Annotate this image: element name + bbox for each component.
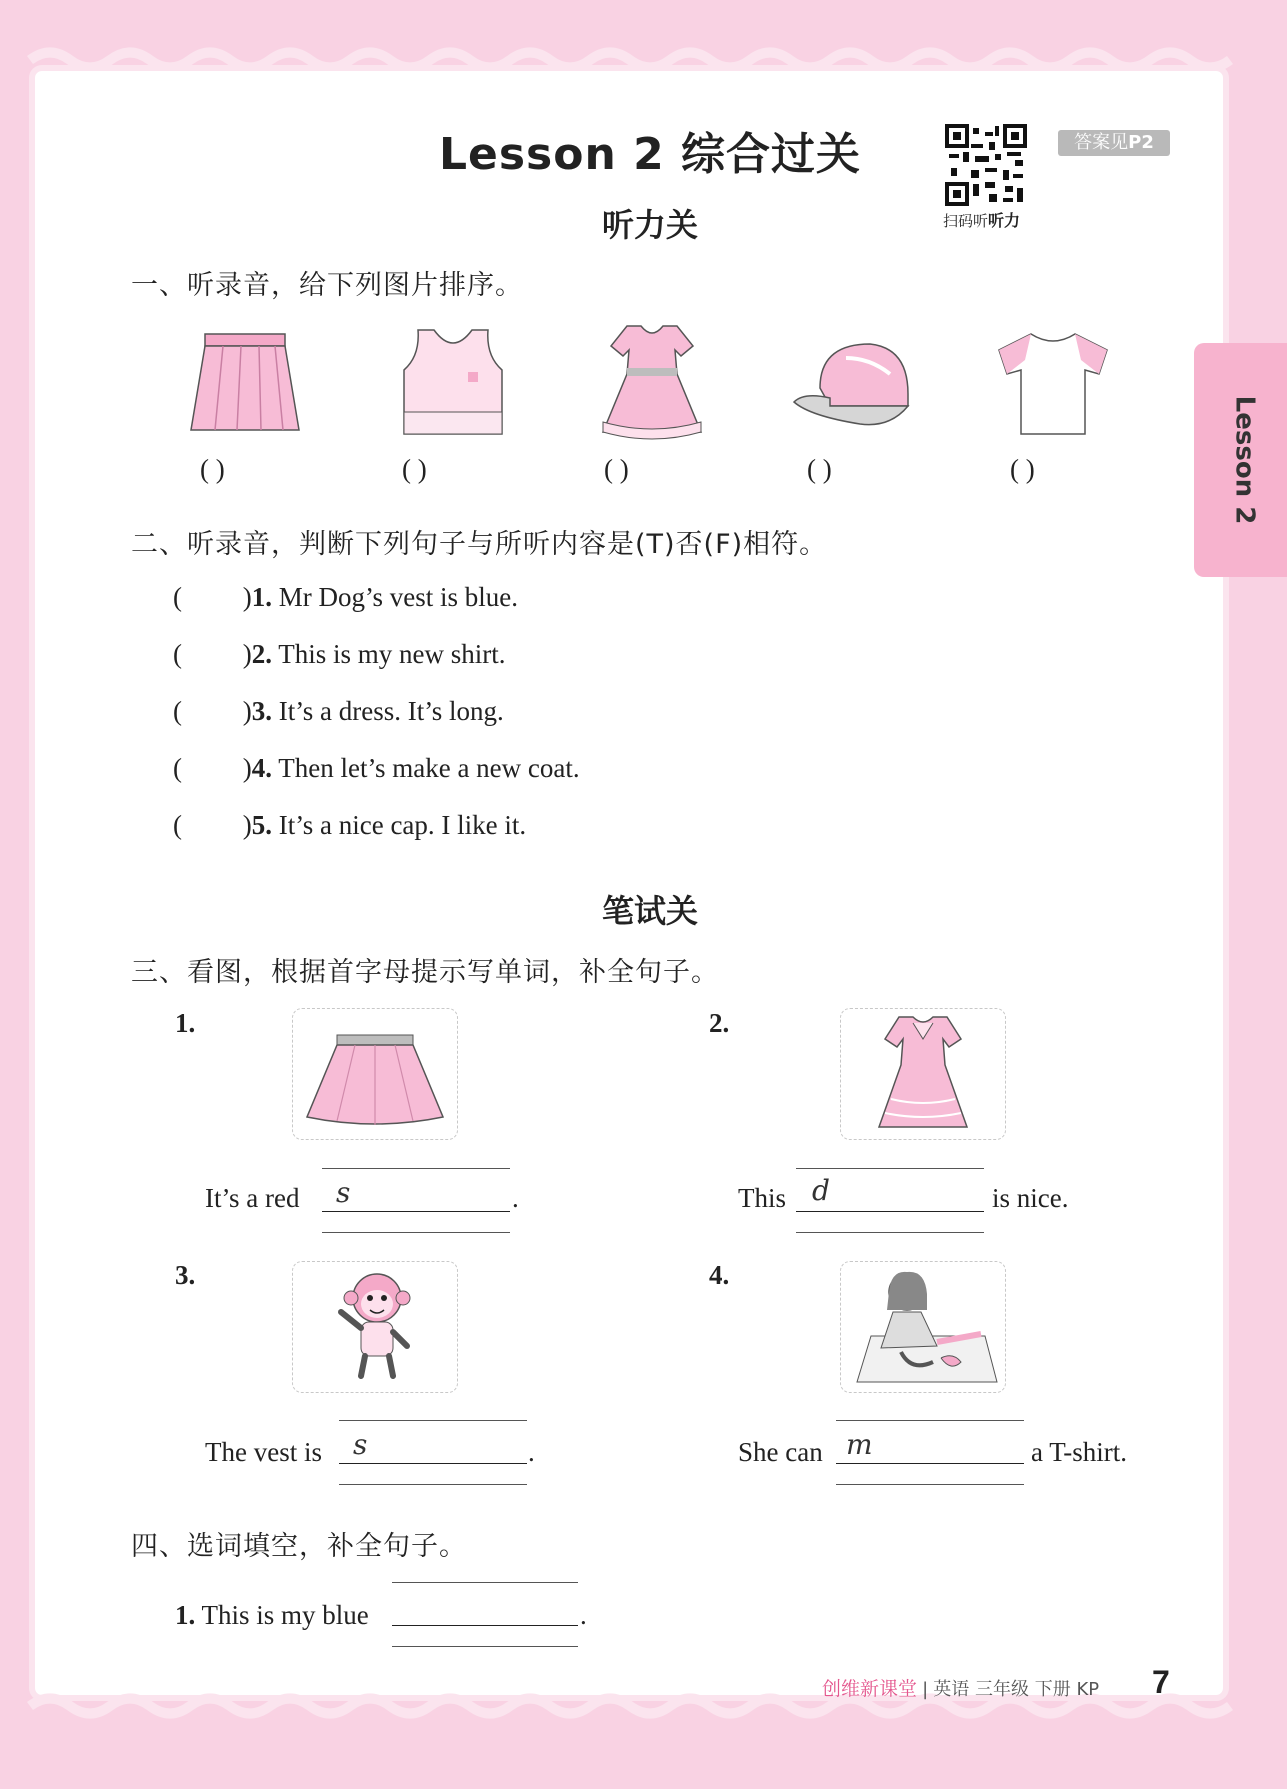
footer-brand: 创维新课堂 (822, 1678, 918, 1700)
part3-heading: 三、看图，根据首字母提示写单词，补全句子。 (131, 957, 719, 988)
lesson-side-tab (1194, 343, 1287, 577)
sentence-end: is nice. (992, 1183, 1069, 1213)
first-letter-hint: m (846, 1428, 873, 1461)
part3-item-3-number: 3. (175, 1260, 196, 1290)
skirt-icon (293, 1009, 457, 1139)
writing-guide-line (392, 1646, 578, 1647)
first-letter-hint: d (812, 1174, 830, 1207)
item-number: 1. (175, 1600, 196, 1630)
answer-badge-page: P2 (1128, 132, 1154, 153)
part1-answer-blank-4[interactable]: ( ) (807, 454, 832, 484)
sentence-start: The vest is (205, 1437, 322, 1467)
answer-badge-prefix: 答案见 (1074, 132, 1129, 153)
part3-item-3-card (292, 1261, 458, 1393)
item-text: This is my blue (201, 1600, 369, 1630)
judge-blank[interactable]: ( ) (173, 753, 252, 783)
writing-guide-line (339, 1420, 527, 1421)
dress-icon (841, 1009, 1005, 1139)
page-number: 7 (1152, 1664, 1170, 1700)
cap-icon (790, 338, 914, 428)
page-title: Lesson 2 综合过关 (438, 129, 862, 180)
t-shirt-icon (995, 330, 1111, 438)
sentence-start: This (738, 1183, 787, 1213)
writing-guide-line (796, 1168, 984, 1169)
part2-heading: 二、听录音，判断下列句子与所听内容是(T)否(F)相符。 (131, 529, 828, 560)
monkey-icon (293, 1262, 457, 1392)
part1-heading: 一、听录音，给下列图片排序。 (131, 270, 523, 301)
writing-guide-line (392, 1582, 578, 1583)
part3-item-1-number: 1. (175, 1008, 196, 1038)
writing-guide-line (796, 1232, 984, 1233)
part4-item-1-answer-line[interactable] (392, 1594, 578, 1626)
sentence-end: . (528, 1437, 535, 1467)
part3-item-2-card (840, 1008, 1006, 1140)
judge-item-1 (173, 582, 518, 613)
sentence-start: It’s a red (205, 1183, 300, 1213)
part3-item-2-answer-line[interactable] (796, 1174, 984, 1212)
vest-icon (398, 326, 508, 442)
writing-guide-line (322, 1232, 510, 1233)
dress-icon (597, 322, 707, 446)
item-number: 5. (251, 810, 272, 840)
part3-item-2-number: 2. (709, 1008, 730, 1038)
part1-answer-blank-1[interactable]: ( ) (200, 454, 225, 484)
first-letter-hint: s (353, 1428, 368, 1461)
listening-heading: 听力关 (601, 206, 698, 244)
judge-item-5 (173, 810, 526, 841)
judge-item-3 (173, 696, 504, 727)
part3-item-4-card (840, 1261, 1006, 1393)
item-text: Mr Dog’s vest is blue. (278, 582, 518, 612)
judge-blank[interactable]: ( ) (173, 639, 252, 669)
pleated-skirt-icon (185, 330, 305, 438)
part1-answer-blank-2[interactable]: ( ) (402, 454, 427, 484)
part3-item-1-sentence (205, 1183, 299, 1214)
sentence-end: . (512, 1183, 519, 1213)
writing-guide-line (836, 1420, 1024, 1421)
judge-item-4 (173, 753, 580, 784)
item-text: This is my new shirt. (278, 639, 506, 669)
qr-code-icon[interactable] (945, 124, 1027, 206)
footer-info (822, 1674, 1099, 1701)
judge-blank[interactable]: ( ) (173, 582, 252, 612)
writing-guide-line (836, 1484, 1024, 1485)
writing-heading: 笔试关 (601, 892, 698, 930)
part4-item-1 (175, 1600, 369, 1631)
sentence-end: . (580, 1600, 587, 1630)
item-number: 2. (251, 639, 272, 669)
scan-bold: 听力 (988, 211, 1021, 230)
item-text: Then let’s make a new coat. (278, 753, 580, 783)
side-tab-label: Lesson 2 (1229, 395, 1260, 525)
footer-separator: | (922, 1679, 929, 1700)
judge-blank[interactable]: ( ) (173, 696, 252, 726)
item-number: 1. (251, 582, 272, 612)
part1-answer-blank-5[interactable]: ( ) (1010, 454, 1035, 484)
part3-item-4-number: 4. (709, 1260, 730, 1290)
first-letter-hint: s (336, 1176, 351, 1209)
part1-answer-blank-3[interactable]: ( ) (604, 454, 629, 484)
item-text: It’s a dress. It’s long. (278, 696, 504, 726)
part3-item-3-answer-line[interactable] (339, 1428, 527, 1464)
scan-prefix: 扫码听 (943, 212, 989, 230)
sentence-end: a T-shirt. (1031, 1437, 1128, 1467)
judge-item-2 (173, 639, 506, 670)
item-number: 3. (251, 696, 272, 726)
part4-heading: 四、选词填空，补全句子。 (131, 1531, 467, 1562)
item-number: 4. (251, 753, 272, 783)
writing-guide-line (339, 1484, 527, 1485)
sentence-start: She can (738, 1437, 823, 1467)
part3-item-4-answer-line[interactable] (836, 1428, 1024, 1464)
writing-guide-line (322, 1168, 510, 1169)
answer-reference-badge (1058, 130, 1170, 156)
item-text: It’s a nice cap. I like it. (278, 810, 527, 840)
girl-drawing-icon (841, 1262, 1005, 1392)
part3-item-1-card (292, 1008, 458, 1140)
footer-book-info: 英语 三年级 下册 KP (933, 1679, 1100, 1700)
judge-blank[interactable]: ( ) (173, 810, 252, 840)
part3-item-1-answer-line[interactable] (322, 1176, 510, 1212)
